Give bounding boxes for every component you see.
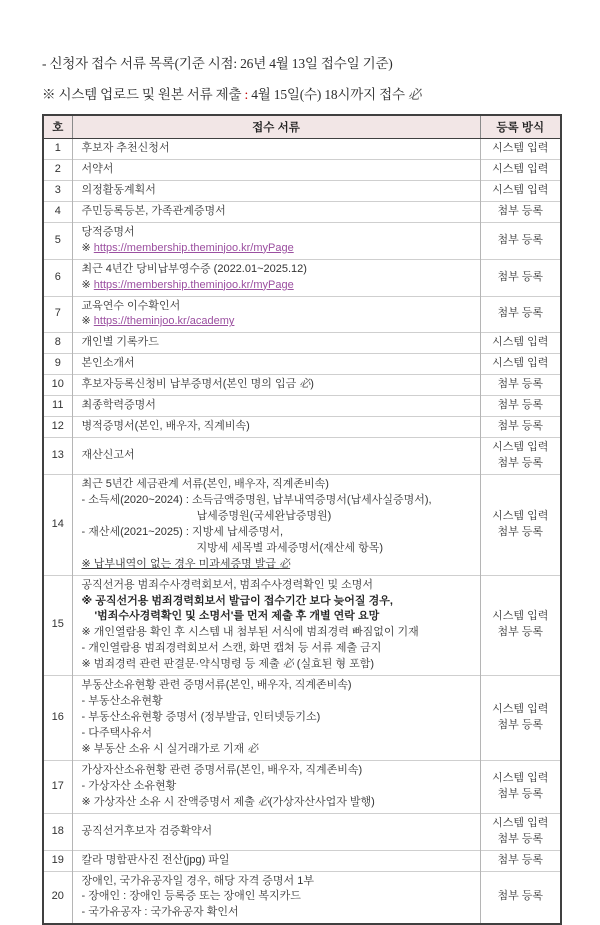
registration-method-label: 첨부 등록 (497, 420, 544, 433)
document-line (82, 509, 475, 525)
registration-method-label: 첨부 등록 (497, 853, 544, 866)
table-row (43, 396, 561, 417)
text-segment: - 국가유공자 : 국가유공자 확인서 (81, 906, 239, 919)
table-row (43, 139, 561, 160)
doc-table-body (43, 139, 561, 925)
text-segment: (가상자산사업자 발행) (268, 795, 375, 808)
required-mark: 必 (257, 795, 269, 808)
document-description (72, 139, 480, 160)
row-number: 7 (43, 296, 72, 333)
document-line (82, 541, 475, 557)
registration-method-label: 시스템 입력 (492, 816, 549, 829)
registration-method-label: 첨부 등록 (497, 719, 544, 732)
registration-method-label: 시스템 입력 (492, 162, 549, 175)
table-row (43, 354, 561, 375)
row-number: 19 (43, 850, 72, 871)
document-description (72, 333, 480, 354)
row-number: 13 (43, 438, 72, 475)
document-line (82, 557, 475, 573)
row-number: 10 (43, 375, 72, 396)
registration-method (480, 375, 561, 396)
text-segment: ※ (81, 278, 94, 291)
text-segment: 최종학력증명서 (81, 399, 156, 412)
text-segment: 본인소개서 (81, 357, 135, 370)
text-segment: ※ (81, 315, 94, 328)
document-line (82, 525, 475, 541)
table-header (43, 115, 561, 139)
document-description (72, 850, 480, 871)
document-line (82, 204, 475, 220)
text-segment: - 부동산소유현황 (81, 695, 163, 708)
header-documents: 접수 서류 (72, 115, 480, 139)
registration-method-label: 첨부 등록 (497, 233, 544, 246)
intro-line-2 (42, 83, 560, 103)
row-number: 9 (43, 354, 72, 375)
document-line (82, 625, 475, 641)
text-segment: - 부동산소유현황 증명서 (정부발급, 인터넷등기소) (81, 711, 321, 724)
text-segment: ※ 범죄경력 관련 판결문·약식명령 등 제출 (81, 658, 283, 671)
registration-method-label: 첨부 등록 (497, 890, 544, 903)
intro-line-2-colon: : (244, 87, 252, 102)
table-row (43, 813, 561, 850)
document-description (72, 159, 480, 180)
text-segment: 서약서 (81, 162, 114, 175)
text-segment: 후보자등록신청비 납부증명서(본인 명의 입금 (81, 378, 300, 391)
row-number: 3 (43, 180, 72, 201)
text-segment: - 개인열람용 범죄경력회보서 스캔, 화면 캡쳐 등 서류 제출 금지 (81, 642, 382, 655)
document-description (72, 375, 480, 396)
header-no: 호 (43, 115, 72, 139)
document-line (82, 874, 475, 890)
required-mark: 必 (407, 87, 422, 102)
row-number: 18 (43, 813, 72, 850)
document-line (82, 905, 475, 921)
required-mark: 必 (282, 658, 294, 671)
text-segment: 재산신고서 (81, 449, 135, 462)
document-line (82, 356, 475, 372)
document-line (82, 398, 475, 414)
intro-line-1-text: - 신청자 접수 서류 목록(기준 시점: 26년 4월 13일 접수일 기준) (42, 56, 393, 71)
row-number: 16 (43, 676, 72, 761)
registration-method (480, 180, 561, 201)
table-row (43, 575, 561, 676)
table-row (43, 180, 561, 201)
text-segment: '범죄수사경력확인 및 소명서'를 먼저 제출 후 개별 연락 요망 (94, 610, 380, 623)
document-description (72, 201, 480, 222)
document-description (72, 676, 480, 761)
document-line (82, 678, 475, 694)
document-line (82, 853, 475, 869)
table-row (43, 474, 561, 575)
table-row (43, 222, 561, 259)
document-description (72, 760, 480, 813)
registration-method (480, 259, 561, 296)
registration-method (480, 222, 561, 259)
registration-method-label: 시스템 입력 (492, 336, 549, 349)
registration-method (480, 760, 561, 813)
document-description (72, 396, 480, 417)
registration-method-label: 첨부 등록 (497, 307, 544, 320)
text-segment: 후보자 추천신청서 (81, 142, 170, 154)
document-line (82, 477, 475, 493)
registration-method-label: 시스템 입력 (492, 509, 549, 522)
document-line (82, 641, 475, 657)
registration-method-label: 첨부 등록 (497, 399, 544, 412)
document-line (82, 225, 475, 241)
registration-method-label: 시스템 입력 (492, 441, 549, 454)
registration-method (480, 159, 561, 180)
document-line (82, 262, 475, 278)
text-segment: ※ (81, 241, 94, 254)
row-number: 14 (43, 474, 72, 575)
document-line (82, 657, 475, 673)
registration-method-label: 시스템 입력 (492, 183, 549, 196)
row-number: 15 (43, 575, 72, 676)
registration-method (480, 417, 561, 438)
text-segment: ) (310, 378, 314, 391)
registration-method-label: 시스템 입력 (492, 357, 549, 370)
required-mark: 必 (247, 742, 259, 755)
table-row (43, 375, 561, 396)
document-line (82, 763, 475, 779)
document-line (82, 314, 475, 330)
text-segment: 개인별 기록카드 (81, 336, 159, 349)
document-description (72, 474, 480, 575)
row-number: 5 (43, 222, 72, 259)
table-row (43, 850, 561, 871)
document-line (82, 419, 475, 435)
document-link[interactable]: https://membership.theminjoo.kr/myPage (93, 278, 294, 291)
text-segment: 공직선거후보자 검증확약서 (81, 824, 213, 837)
registration-method (480, 871, 561, 924)
row-number: 12 (43, 417, 72, 438)
registration-method (480, 354, 561, 375)
document-description (72, 417, 480, 438)
text-segment: 최근 4년간 당비납부영수증 (2022.01~2025.12) (81, 262, 307, 275)
text-segment: - 다주택사유서 (81, 727, 152, 739)
table-row (43, 676, 561, 761)
registration-method (480, 676, 561, 761)
registration-method-label: 시스템 입력 (492, 142, 549, 154)
text-segment: (실효된 형 포함) (293, 658, 374, 671)
document-line (82, 141, 475, 157)
registration-method-label: 첨부 등록 (497, 626, 544, 639)
row-number: 2 (43, 159, 72, 180)
document-line (82, 448, 475, 464)
text-segment: - 장애인 : 장애인 등록증 또는 장애인 복지카드 (81, 890, 301, 903)
document-line (82, 742, 475, 758)
text-segment: - 재산세(2021~2025) : 지방세 납세증명서, (81, 525, 284, 538)
registration-method (480, 813, 561, 850)
intro-line-1 (42, 52, 560, 72)
text-segment: 부동산소유현황 관련 증명서류(본인, 배우자, 직계존비속) (81, 679, 352, 692)
document-description (72, 438, 480, 475)
document-link[interactable]: https://theminjoo.kr/academy (93, 315, 235, 328)
table-row (43, 296, 561, 333)
intro-block (42, 52, 560, 103)
table-row (43, 259, 561, 296)
document-checklist-table (42, 114, 562, 925)
text-segment: ※ 부동산 소유 시 실거래가로 기재 (81, 742, 248, 755)
document-line (82, 824, 475, 840)
document-line (82, 779, 475, 795)
required-mark: 必 (299, 378, 311, 391)
intro-line-2-body: 4월 15일(수) 18시까지 접수 (251, 87, 408, 102)
document-description (72, 222, 480, 259)
registration-method (480, 438, 561, 475)
text-segment: - 가상자산 소유현황 (81, 779, 177, 792)
table-row (43, 159, 561, 180)
document-link[interactable]: https://membership.theminjoo.kr/myPage (93, 241, 294, 254)
text-segment: 최근 5년간 세금관계 서류(본인, 배우자, 직계존비속) (81, 477, 329, 490)
registration-method-label: 첨부 등록 (497, 525, 544, 538)
registration-method (480, 474, 561, 575)
document-line (82, 493, 475, 509)
text-segment: 칼라 명함판사진 전산(jpg) 파일 (81, 853, 230, 866)
document-line (82, 694, 475, 710)
registration-method-label: 시스템 입력 (492, 771, 549, 784)
registration-method-label: 시스템 입력 (492, 610, 549, 623)
document-line (82, 299, 475, 315)
text-segment: 가상자산소유현황 관련 증명서류(본인, 배우자, 직계존비속) (81, 763, 363, 776)
required-mark: 必 (279, 557, 291, 570)
header-method: 등록 방식 (480, 115, 561, 139)
row-number: 17 (43, 760, 72, 813)
table-row (43, 201, 561, 222)
registration-method (480, 139, 561, 160)
text-segment: ※ 공직선거용 범죄경력회보서 발급이 접수기간 보다 늦어질 경우, (81, 594, 393, 607)
document-line (82, 377, 475, 393)
document-line (82, 335, 475, 351)
registration-method-label: 첨부 등록 (497, 378, 544, 391)
text-segment: ※ 개인열람용 확인 후 시스템 내 첨부된 서식에 범죄경력 빠짐없이 기재 (81, 626, 419, 639)
row-number: 20 (43, 871, 72, 924)
registration-method (480, 850, 561, 871)
text-segment: 교육연수 이수확인서 (81, 299, 181, 312)
registration-method (480, 575, 561, 676)
document-description (72, 180, 480, 201)
document-line (82, 183, 475, 199)
registration-method-label: 첨부 등록 (497, 204, 544, 217)
table-row (43, 333, 561, 354)
registration-method (480, 333, 561, 354)
table-row (43, 417, 561, 438)
registration-method-label: 첨부 등록 (497, 270, 544, 283)
registration-method-label: 첨부 등록 (497, 787, 544, 800)
document-description (72, 354, 480, 375)
registration-method-label: 첨부 등록 (497, 832, 544, 845)
text-segment: 지방세 세목별 과세증명서(재산세 항목) (196, 541, 384, 554)
row-number: 6 (43, 259, 72, 296)
text-segment: 의정활동계획서 (81, 183, 156, 196)
text-segment: 당적증명서 (81, 225, 135, 238)
intro-line-2-prefix: ※ 시스템 업로드 및 원본 서류 제출 (42, 87, 245, 102)
document-line (82, 278, 475, 294)
registration-method (480, 396, 561, 417)
document-line (82, 241, 475, 257)
document-line (82, 710, 475, 726)
row-number: 8 (43, 333, 72, 354)
text-segment: 주민등록등본, 가족관계증명서 (81, 204, 226, 217)
document-description (72, 871, 480, 924)
text-segment: 병적증명서(본인, 배우자, 직계비속) (81, 420, 250, 433)
registration-method-label: 시스템 입력 (492, 703, 549, 716)
document-description (72, 296, 480, 333)
registration-method-label: 첨부 등록 (497, 457, 544, 469)
document-description (72, 813, 480, 850)
text-segment: ※ 가상자산 소유 시 잔액증명서 제출 (81, 795, 258, 808)
table-row (43, 760, 561, 813)
document-line (82, 889, 475, 905)
row-number: 11 (43, 396, 72, 417)
document-line (82, 726, 475, 742)
document-line (82, 578, 475, 594)
document-description (72, 575, 480, 676)
text-segment: 공직선거용 범죄수사경력회보서, 범죄수사경력확인 및 소명서 (81, 578, 374, 591)
table-row (43, 871, 561, 924)
document-line (82, 162, 475, 178)
table-row (43, 438, 561, 475)
document-line (82, 594, 475, 610)
row-number: 1 (54, 142, 61, 154)
text-segment: 납세증명원(국세완납증명원) (196, 509, 332, 522)
document-line (82, 795, 475, 811)
document-line (82, 609, 475, 625)
text-segment: 장애인, 국가유공자일 경우, 해당 자격 증명서 1부 (81, 874, 314, 887)
text-segment: - 소득세(2020~2024) : 소득금액증명원, 납부내역증명서(납세사실증명서), (81, 493, 432, 506)
text-segment: ※ 납부내역이 없는 경우 미과세증명 발급 (81, 557, 280, 570)
registration-method (480, 201, 561, 222)
row-number: 4 (43, 201, 72, 222)
registration-method (480, 296, 561, 333)
document-description (72, 259, 480, 296)
